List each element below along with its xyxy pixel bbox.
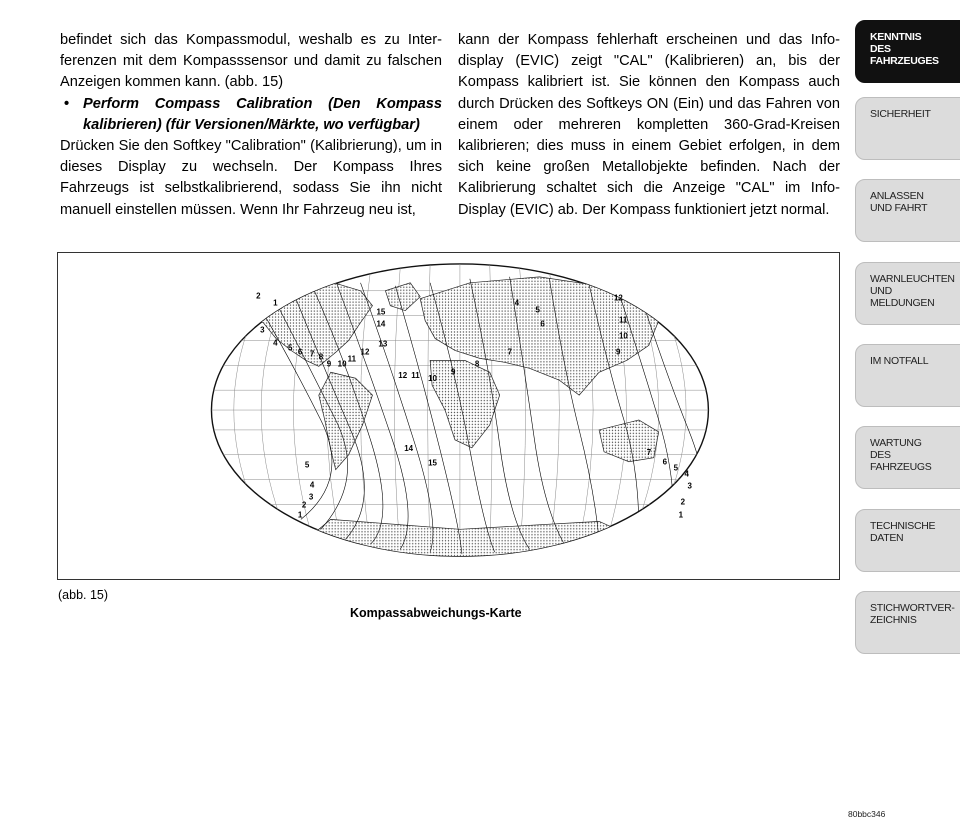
paragraph: Drücken Sie den Softkey "Calibration" (Kalibrierung), um in dieses Display zu wechseln. Der Kompass Ihres Fahrzeugs ist selbstkalibrierend, sodass Sie ihn nicht manuell einstellen müssen. Wenn Ihr Fahrzeug neu ist, <box>60 138 442 218</box>
map-zone-label: 5 <box>673 463 679 473</box>
map-zone-label: 9 <box>326 359 332 369</box>
map-zone-label: 1 <box>678 510 684 520</box>
map-zone-label: 2 <box>256 291 261 301</box>
map-zone-label: 12 <box>398 371 408 381</box>
map-zone-label: 8 <box>318 352 324 362</box>
map-zone-label: 4 <box>514 298 520 308</box>
map-zone-label: 10 <box>428 374 437 384</box>
map-zone-label: 15 <box>376 307 386 317</box>
chapter-tab-4[interactable]: IM NOTFALL <box>855 344 960 407</box>
map-zone-label: 3 <box>687 481 692 491</box>
map-zone-label: 15 <box>428 458 437 468</box>
figure-label: (abb. 15) <box>58 588 109 602</box>
paragraph: befindet sich das Kompassmodul, weshalb es zu Interferenzen mit dem Kompasssensor und damit zu falschen Anzeigen kommen kann. (abb. 15) <box>60 32 442 91</box>
map-zone-label: 5 <box>304 460 310 470</box>
chapter-tab-2[interactable]: ANLASSEN UND FAHRT <box>855 179 960 242</box>
map-zone-label: 2 <box>301 500 307 510</box>
map-zone-label: 2 <box>680 497 685 507</box>
map-zone-label: 1 <box>273 298 278 308</box>
map-zone-label: 8 <box>474 359 480 369</box>
map-zone-label: 7 <box>309 349 315 359</box>
map-zone-label: 5 <box>287 343 293 353</box>
map-zone-label: 4 <box>309 480 315 490</box>
chapter-tab-3[interactable]: WARNLEUCHTEN UND MELDUNGEN <box>855 262 960 325</box>
map-zone-label: 4 <box>273 338 278 348</box>
map-zone-label: 12 <box>360 347 370 357</box>
map-zone-label: 6 <box>297 347 303 357</box>
map-zone-label: 3 <box>308 492 314 502</box>
map-zone-label: 4 <box>684 469 689 479</box>
map-zone-label: 11 <box>618 315 628 325</box>
map-zone-label: 1 <box>297 510 303 520</box>
text-column-left <box>60 30 442 221</box>
chapter-tab-7[interactable]: STICHWORTVER- ZEICHNIS <box>855 591 960 654</box>
figure-image-code: 80bbc346 <box>848 809 886 819</box>
map-zone-label: 7 <box>507 347 513 357</box>
map-zone-label: 12 <box>613 293 623 303</box>
text-column-right <box>458 30 840 221</box>
map-zone-label: 13 <box>378 339 388 349</box>
map-zone-label: 10 <box>337 359 347 369</box>
map-zone-label: 6 <box>662 457 668 467</box>
chapter-tab-1[interactable]: SICHERHEIT <box>855 97 960 160</box>
map-zone-label: 6 <box>540 319 545 329</box>
chapter-tab-5[interactable]: WARTUNG DES FAHRZEUGS <box>855 426 960 489</box>
bullet-marker: • <box>64 95 70 112</box>
bullet-heading <box>60 94 442 136</box>
world-map <box>58 253 839 579</box>
map-zone-label: 7 <box>646 447 652 457</box>
chapter-tab-0[interactable]: KENNTNIS DES FAHRZEUGES <box>855 20 960 83</box>
chapter-tab-6[interactable]: TECHNISCHE DATEN <box>855 509 960 572</box>
map-zone-label: 9 <box>450 367 456 377</box>
figure-caption: Kompassabweichungs-Karte <box>350 606 522 620</box>
map-zone-label: 9 <box>615 347 621 357</box>
bullet-title: Perform Compass Calibration (Den Kompass kalibrieren) (für Versionen/Märkte, wo verfügbar) <box>83 95 442 133</box>
map-zone-label: 11 <box>411 371 420 381</box>
map-zone-label: 14 <box>404 443 414 453</box>
map-zone-label: 5 <box>535 305 540 315</box>
map-zone-label: 14 <box>376 319 386 329</box>
map-zone-label: 11 <box>347 354 357 364</box>
map-zone-label: 3 <box>260 325 265 335</box>
map-zone-label: 10 <box>618 331 628 341</box>
paragraph: kann der Kompass fehlerhaft erscheinen und das Infodisplay (EVIC) zeigt "CAL" (Kalibrieren) an, bis der Kompass kalibriert ist. Sie können den Kompass auch durch Drücken des Softkeys ON (Ein) und das Fahren von einem oder mehreren kompletten 360-Grad-Kreisen kalibrieren; dies muss in einem Gebiet erfolgen, in dem sich keine großen Metallobjekte befinden. Nach der Kalibrierung schaltet sich die Anzeige "CAL" im Info-Display (EVIC) ab. Der Kompass funktioniert jetzt normal. <box>458 32 840 218</box>
